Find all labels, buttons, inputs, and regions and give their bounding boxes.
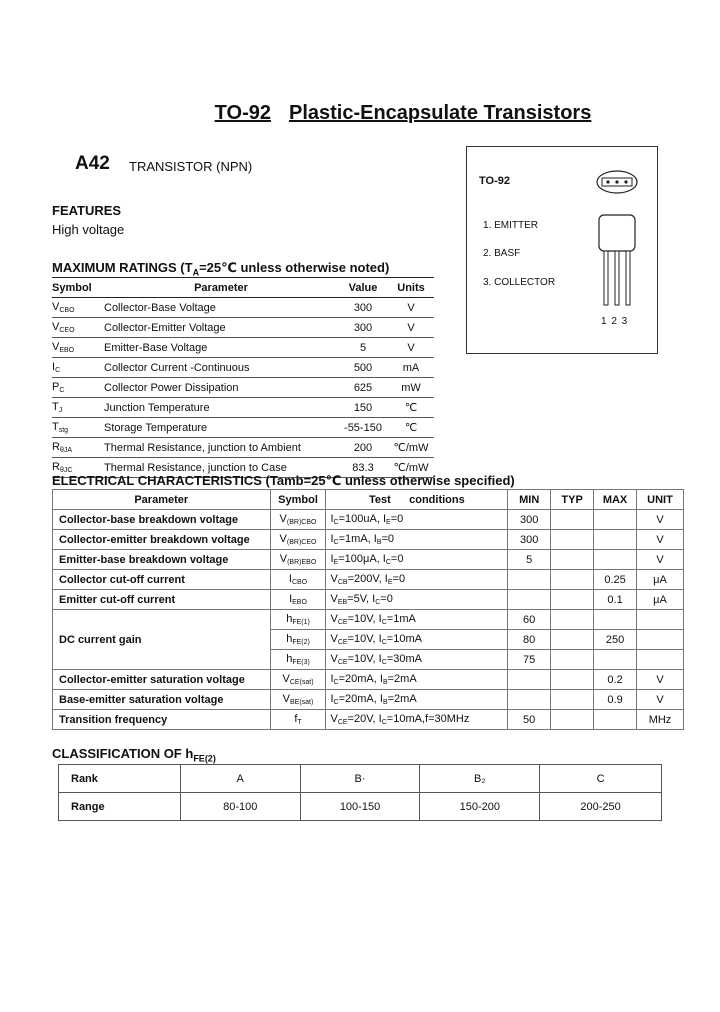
unit-cell: ℃/mW (393, 442, 429, 454)
max-cell: 0.2 (594, 670, 637, 690)
rank-row: Rank A B· B₂ C (59, 765, 662, 793)
table-row (53, 550, 684, 570)
parameter-cell: Collector-emitter breakdown voltage (53, 530, 271, 550)
condition-cell: VCB=200V, IE=0 (326, 570, 508, 590)
unit-cell: V (637, 550, 684, 570)
symbol-cell: VEBO (52, 341, 75, 354)
max-cell (594, 510, 637, 530)
parameter-cell: Collector-Emitter Voltage (104, 321, 226, 334)
parameter-cell: Transition frequency (53, 710, 271, 730)
typ-cell (551, 710, 594, 730)
pin-3-label: 3. COLLECTOR (483, 277, 556, 288)
parameter-cell: Collector cut-off current (53, 570, 271, 590)
min-cell: 300 (508, 510, 551, 530)
typ-cell (551, 590, 594, 610)
unit-cell: ℃/mW (393, 462, 429, 474)
typ-cell (551, 570, 594, 590)
table-row (53, 670, 684, 690)
symbol-cell: V(BR)CBO (270, 510, 326, 530)
unit-cell (637, 650, 684, 670)
classification-table (58, 764, 662, 821)
max-cell: 0.9 (594, 690, 637, 710)
min-cell: 5 (508, 550, 551, 570)
unit-cell: mA (402, 361, 420, 374)
symbol-cell: V(BR)EBO (270, 550, 326, 570)
max-cell (594, 550, 637, 570)
min-cell: 50 (508, 710, 551, 730)
parameter-cell: Thermal Resistance, junction to Case (104, 461, 287, 474)
table-row (52, 338, 434, 358)
parameter-cell: Collector-emitter saturation voltage (53, 670, 271, 690)
symbol-cell: PC (52, 381, 65, 394)
parameter-cell: Collector Power Dissipation (104, 381, 239, 394)
min-cell (508, 570, 551, 590)
min-cell: 80 (508, 630, 551, 650)
value-cell: 200 (353, 441, 373, 454)
condition-cell: IC=20mA, IB=2mA (326, 690, 508, 710)
parameter-cell: Emitter-Base Voltage (104, 341, 208, 354)
typ-cell (551, 610, 594, 630)
condition-cell: VCE=10V, IC=10mA (326, 630, 508, 650)
max-cell (594, 650, 637, 670)
symbol-cell: VBE(sat) (270, 690, 326, 710)
table-row (52, 438, 434, 458)
table-row (52, 358, 434, 378)
table-row (52, 298, 434, 318)
max-ratings-table (52, 277, 434, 478)
unit-cell: V (637, 670, 684, 690)
symbol-cell: IC (52, 361, 61, 374)
classification-heading: CLASSIFICATION OF $h_{FE(2)}$ (52, 746, 216, 764)
unit-cell: V (407, 321, 415, 334)
typ-cell (551, 550, 594, 570)
value-cell: 300 (353, 301, 373, 314)
parameter-cell: Collector-Base Voltage (104, 301, 216, 314)
max-cell: 0.1 (594, 590, 637, 610)
value-cell: 500 (353, 361, 373, 374)
symbol-cell: VCBO (52, 301, 75, 314)
typ-cell (551, 530, 594, 550)
parameter-cell: Collector Current -Continuous (104, 361, 250, 374)
min-cell: 75 (508, 650, 551, 670)
parameter-cell: Emitter cut-off current (53, 590, 271, 610)
electrical-heading: ELECTRICAL CHARACTERISTICS (Tamb=25℃ unless otherwise specified) (52, 473, 515, 488)
parameter-cell: Storage Temperature (104, 421, 208, 434)
part-number: A42 (75, 153, 110, 174)
unit-cell: MHz (637, 710, 684, 730)
condition-cell: IE=100μA, IC=0 (326, 550, 508, 570)
symbol-cell: V(BR)CEO (270, 530, 326, 550)
features-text: High voltage (52, 222, 125, 237)
unit-cell: μA (637, 590, 684, 610)
value-cell: 83.3 (352, 461, 374, 474)
pin-1-label: 1. EMITTER (483, 220, 539, 231)
unit-cell: μA (637, 570, 684, 590)
symbol-cell: fT (270, 710, 326, 730)
transistor-drawing (587, 167, 647, 312)
unit-cell: mW (401, 381, 421, 394)
max-cell: 0.25 (594, 570, 637, 590)
condition-cell: VCE=10V, IC=30mA (326, 650, 508, 670)
title-description: Plastic-Encapsulate Transistors (288, 102, 592, 124)
unit-cell (637, 630, 684, 650)
table-header-row: Symbol Parameter Value Units (52, 278, 434, 298)
package-name: TO-92 (479, 175, 510, 187)
unit-cell: ℃ (404, 422, 418, 434)
table-header-row: Parameter Symbol Test conditions MIN TYP MAX UNIT (53, 490, 684, 510)
min-cell (508, 590, 551, 610)
symbol-cell: RθJA (52, 441, 73, 454)
features-heading: FEATURES (52, 203, 122, 218)
parameter-cell: DC current gain (53, 610, 271, 670)
symbol-cell: hFE(1) (270, 610, 326, 630)
symbol-cell: IEBO (270, 590, 326, 610)
table-row (52, 418, 434, 438)
table-row (52, 318, 434, 338)
title-package: TO-92 (214, 102, 271, 124)
condition-cell: VCE=20V, IC=10mA,f=30MHz (326, 710, 508, 730)
parameter-cell: Emitter-base breakdown voltage (53, 550, 271, 570)
table-row (53, 510, 684, 530)
unit-cell (637, 610, 684, 630)
unit-cell: V (407, 301, 415, 314)
typ-cell (551, 510, 594, 530)
symbol-cell: RθJC (52, 461, 73, 474)
max-cell: 250 (594, 630, 637, 650)
pin-2-label: 2. BASF (483, 248, 521, 259)
symbol-cell: VCEO (52, 321, 75, 334)
part-type: TRANSISTOR (NPN) (129, 159, 253, 174)
condition-cell: IC=1mA, IB=0 (326, 530, 508, 550)
min-cell: 300 (508, 530, 551, 550)
max-cell (594, 610, 637, 630)
unit-cell: V (637, 690, 684, 710)
typ-cell (551, 650, 594, 670)
max-cell (594, 530, 637, 550)
unit-cell: ℃ (404, 402, 418, 414)
page-title (0, 102, 720, 125)
unit-cell: V (637, 510, 684, 530)
table-row (53, 590, 684, 610)
min-cell (508, 690, 551, 710)
symbol-cell: Tstg (52, 421, 69, 434)
value-cell: 300 (353, 321, 373, 334)
symbol-cell: hFE(3) (270, 650, 326, 670)
unit-cell: V (407, 341, 415, 354)
value-cell: 625 (353, 381, 373, 394)
table-row (53, 530, 684, 550)
parameter-cell: Thermal Resistance, junction to Ambient (104, 441, 301, 454)
typ-cell (551, 630, 594, 650)
parameter-cell: Junction Temperature (104, 401, 210, 414)
table-row (52, 378, 434, 398)
max-ratings-heading: MAXIMUM RATINGS ($T_A=25℃$ unless otherwise noted) (52, 260, 390, 278)
symbol-cell: TJ (52, 401, 63, 414)
pin-numbers: 1 2 3 (601, 316, 629, 327)
symbol-cell: VCE(sat) (270, 670, 326, 690)
parameter-cell: Base-emitter saturation voltage (53, 690, 271, 710)
range-row: Range 80-100 100-150 150-200 200-250 (59, 793, 662, 821)
value-cell: 5 (359, 341, 367, 354)
condition-cell: VEB=5V, IC=0 (326, 590, 508, 610)
symbol-cell: hFE(2) (270, 630, 326, 650)
condition-cell: IC=20mA, IB=2mA (326, 670, 508, 690)
unit-cell: V (637, 530, 684, 550)
value-cell: -55-150 (344, 421, 382, 434)
typ-cell (551, 670, 594, 690)
min-cell (508, 670, 551, 690)
max-cell (594, 710, 637, 730)
electrical-table (52, 489, 684, 730)
condition-cell: IC=100uA, IE=0 (326, 510, 508, 530)
typ-cell (551, 690, 594, 710)
min-cell: 60 (508, 610, 551, 630)
value-cell: 150 (353, 401, 373, 414)
table-row (53, 710, 684, 730)
symbol-cell: ICBO (270, 570, 326, 590)
table-row (53, 690, 684, 710)
table-row (53, 610, 684, 630)
table-row (52, 398, 434, 418)
parameter-cell: Collector-base breakdown voltage (53, 510, 271, 530)
table-row (53, 570, 684, 590)
condition-cell: VCE=10V, IC=1mA (326, 610, 508, 630)
package-diagram (466, 146, 658, 354)
